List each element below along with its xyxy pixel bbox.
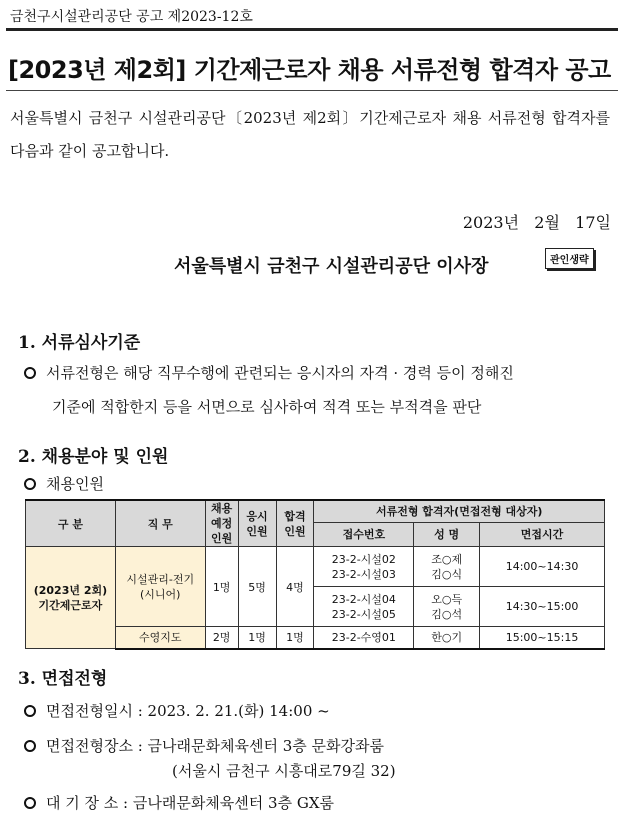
header-applicants <box>238 500 276 547</box>
section-2-bullet <box>24 473 104 494</box>
interview-location-text: 면접전형장소 : 금나래문화체육센터 3층 문화강좌룸 <box>46 737 384 755</box>
reg-no-cell <box>314 587 414 627</box>
category-cell <box>26 547 116 649</box>
header-planned-l3: 인원 <box>210 532 233 545</box>
header-applicants-l1: 응시 <box>246 509 268 523</box>
reg-no-cell: 23-2-수영01 <box>314 627 414 649</box>
name-cell <box>414 547 480 587</box>
time-cell: 15:00~15:15 <box>480 627 605 649</box>
interview-address: (서울시 금천구 시흥대로79길 32) <box>172 762 396 780</box>
header-passed <box>276 500 314 547</box>
reg-no: 23-2-시설04 <box>331 592 396 606</box>
section-1-bullet-cont: 기준에 적합한지 등을 서면으로 심사하여 적격 또는 부적격을 판단 <box>52 398 482 416</box>
job-l1: 시설관리-전기 <box>126 572 195 586</box>
reg-no: 23-2-시설05 <box>331 607 396 621</box>
header-planned-l2: 예정 <box>210 517 233 530</box>
interview-datetime <box>24 700 330 721</box>
waiting-location-text: 대 기 장 소 : 금나래문화체육센터 3층 GX룸 <box>46 794 334 812</box>
time-cell: 14:30~15:00 <box>480 587 605 627</box>
header-interview-time: 면접시간 <box>480 522 605 546</box>
table-row <box>26 547 605 587</box>
category-l2: 기간제근로자 <box>38 598 103 612</box>
planned-cell: 2명 <box>205 627 238 649</box>
passed-cell: 1명 <box>276 627 314 649</box>
planned-cell: 1명 <box>205 547 238 627</box>
intro-paragraph: 서울특별시 금천구 시설관리공단〔2023년 제2회〕기간제근로자 채용 서류전형 합격자를 다음과 같이 공고합니다. <box>10 109 610 160</box>
top-rule <box>6 28 618 31</box>
header-name: 성 명 <box>414 522 480 546</box>
section-1-bullet <box>24 362 514 383</box>
interview-datetime-text: 면접전형일시 : 2023. 2. 21.(화) 14:00 ~ <box>46 702 330 720</box>
issuer-name: 서울특별시 금천구 시설관리공단 이사장 <box>174 256 489 277</box>
applicants-cell: 1명 <box>238 627 276 649</box>
header-category: 구 분 <box>26 500 116 547</box>
candidate-name: 김○석 <box>431 607 463 621</box>
section-1-heading: 1. 서류심사기준 <box>18 333 141 353</box>
applicants-cell: 5명 <box>238 547 276 627</box>
title-rule <box>6 90 618 91</box>
reg-no: 23-2-시설03 <box>331 567 396 581</box>
circle-bullet-icon <box>24 740 36 752</box>
interview-location <box>24 735 384 756</box>
header-planned-l1: 채용 <box>210 502 233 515</box>
circle-bullet-icon <box>24 478 36 490</box>
notice-number: 금천구시설관리공단 공고 제2023-12호 <box>10 9 253 25</box>
passed-cell: 4명 <box>276 547 314 627</box>
recruitment-table <box>25 499 605 650</box>
header-passed-l1: 합격 <box>284 509 306 523</box>
name-cell: 한○기 <box>414 627 480 649</box>
category-l1: (2023년 2회) <box>33 583 108 597</box>
header-passers-group: 서류전형 합격자(면접전형 대상자) <box>314 500 605 522</box>
job-l2: (시니어) <box>140 587 181 601</box>
notice-date: 2023년 2월 17일 <box>462 213 611 232</box>
section-2-bullet-text: 채용인원 <box>46 475 104 493</box>
section-1-bullet-text: 서류전형은 해당 직무수행에 관련되는 응시자의 자격 · 경력 등이 정해진 <box>46 364 514 382</box>
header-applicants-l2: 인원 <box>246 524 268 538</box>
header-planned <box>205 500 238 547</box>
time-cell: 14:00~14:30 <box>480 547 605 587</box>
waiting-location <box>24 792 334 813</box>
circle-bullet-icon <box>24 367 36 379</box>
job-cell <box>115 547 205 627</box>
circle-bullet-icon <box>24 705 36 717</box>
candidate-name: 조○제 <box>431 552 463 566</box>
job-cell: 수영지도 <box>115 627 205 649</box>
header-passed-l2: 인원 <box>284 524 306 538</box>
candidate-name: 오○득 <box>431 592 463 606</box>
page-title: [2023년 제2회] 기간제근로자 채용 서류전형 합격자 공고 <box>8 56 611 84</box>
header-reg-no: 접수번호 <box>314 522 414 546</box>
section-3-heading: 3. 면접전형 <box>18 669 108 689</box>
name-cell <box>414 587 480 627</box>
reg-no-cell <box>314 547 414 587</box>
candidate-name: 김○식 <box>431 567 463 581</box>
header-job: 직 무 <box>115 500 205 547</box>
circle-bullet-icon <box>24 797 36 809</box>
section-2-heading: 2. 채용분야 및 인원 <box>18 447 169 467</box>
reg-no: 23-2-시설02 <box>331 552 396 566</box>
seal-stamp: 관인생략 <box>545 248 594 269</box>
